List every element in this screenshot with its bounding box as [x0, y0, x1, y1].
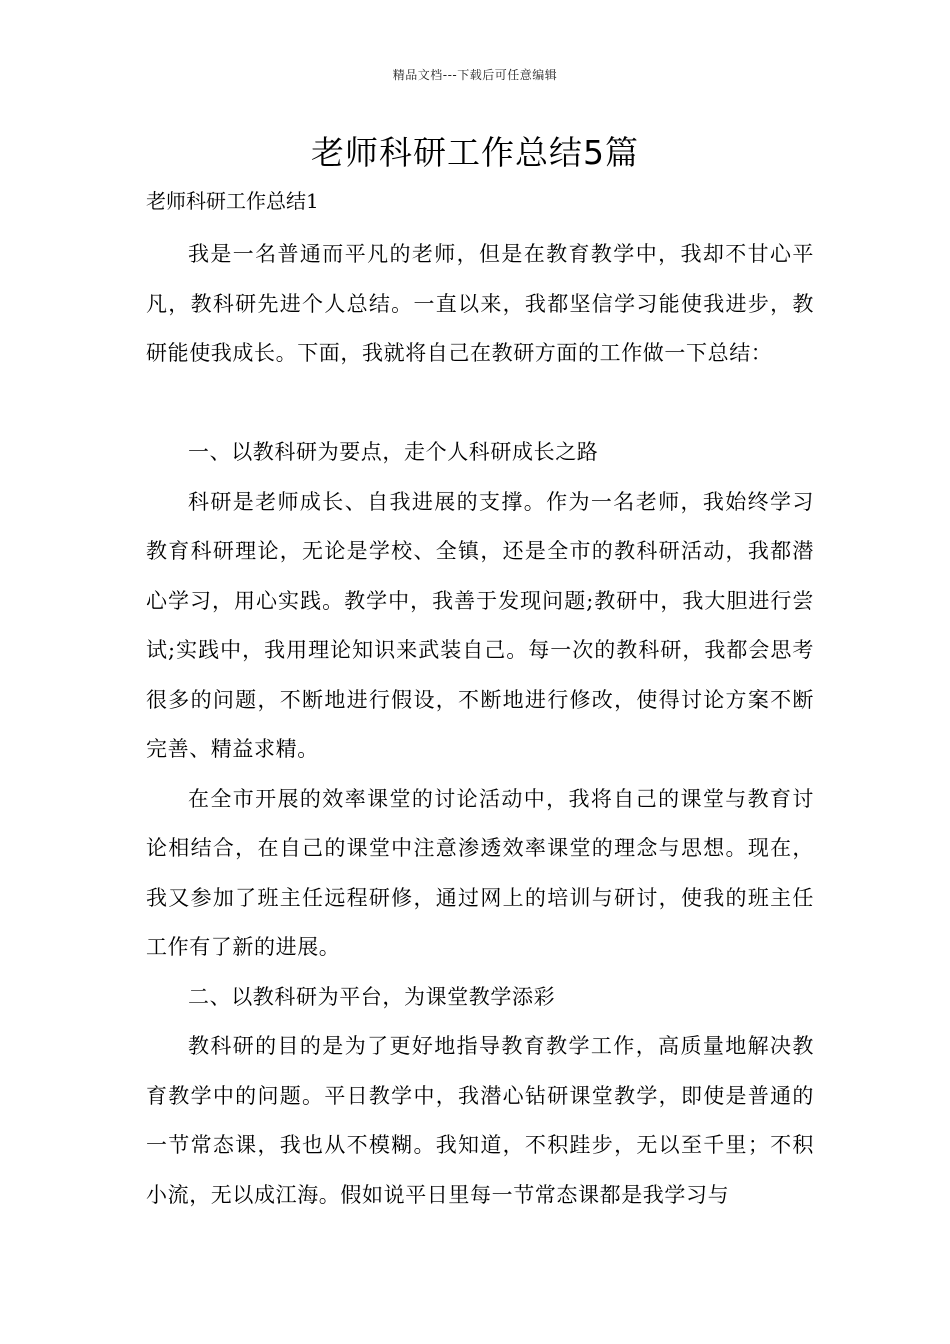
document-title: 老师科研工作总结5篇: [311, 133, 639, 172]
section-heading-2: 二、以教科研为平台，为课堂教学添彩: [188, 984, 556, 1009]
paragraph-efficiency-class: 在全市开展的效率课堂的讨论活动中，我将自己的课堂与教育讨论相结合，在自己的课堂中注意渗透效率课堂的理念与思想。现在，我又参加了班主任远程研修，通过网上的培训与研讨，使我的班主任工作有了新的进展。: [146, 786, 814, 959]
page-header: 精品文档---下载后可任意编辑: [392, 68, 558, 82]
section-heading-1: 一、以教科研为要点，走个人科研成长之路: [188, 440, 599, 464]
section-subtitle: 老师科研工作总结1: [146, 189, 319, 213]
paragraph-teaching: 教科研的目的是为了更好地指导教育教学工作，高质量地解决教育教学中的问题。平日教学中，我潜心钻研课堂教学，即使是普通的一节常态课，我也从不模糊。我知道，不积跬步，无以至千里；不积小流，无以成江海。假如说平日里每一节常态课都是我学习与: [146, 1034, 814, 1207]
document-body: [146, 230, 814, 1220]
paragraph-intro: 我是一名普通而平凡的老师，但是在教育教学中，我却不甘心平凡，教科研先进个人总结。一直以来，我都坚信学习能使我进步，教研能使我成长。下面，我就将自己在教研方面的工作做一下总结：: [146, 242, 814, 365]
paragraph-research: 科研是老师成长、自我进展的支撑。作为一名老师，我始终学习教育科研理论，无论是学校、全镇，还是全市的教科研活动，我都潜心学习，用心实践。教学中，我善于发现问题;教研中，我大胆进行尝试;实践中，我用理论知识来武装自己。每一次的教科研，我都会思考很多的问题，不断地进行假设，不断地进行修改，使得讨论方案不断完善、精益求精。: [146, 489, 814, 761]
